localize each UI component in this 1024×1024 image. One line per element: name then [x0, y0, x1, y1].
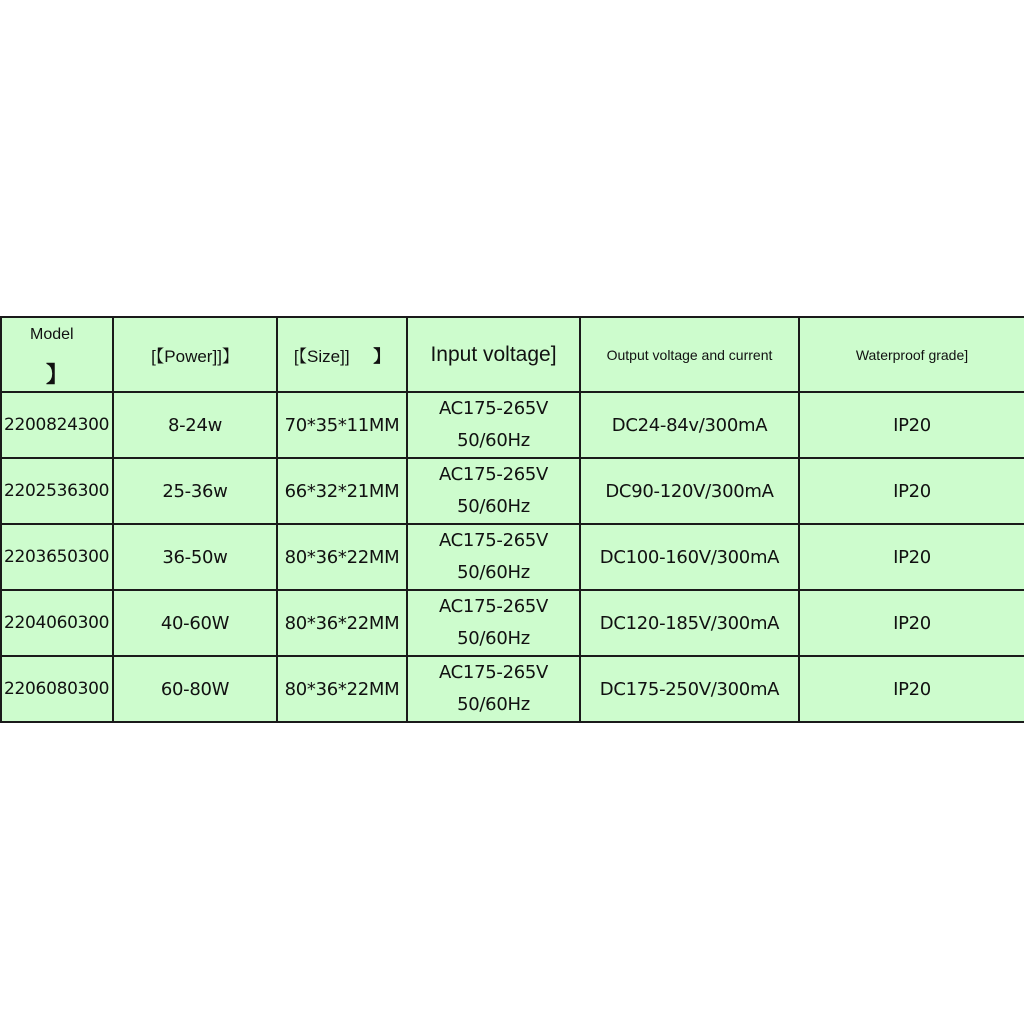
power-cell: 25-36w: [113, 458, 277, 524]
output-cell: DC90-120V/300mA: [580, 458, 799, 524]
header-model: [1, 317, 113, 392]
input-voltage-hz: 50/60Hz: [457, 562, 530, 583]
header-output: Output voltage and current: [580, 317, 799, 392]
waterproof-cell: IP20: [799, 392, 1024, 458]
size-cell: 80*36*22MM: [277, 590, 407, 656]
table-row: [1, 458, 1024, 524]
model-cell: 2203650300: [1, 524, 113, 590]
waterproof-cell: IP20: [799, 458, 1024, 524]
model-cell: 2204060300: [1, 590, 113, 656]
model-cell: 2200824300: [1, 392, 113, 458]
header-model-label: Model: [30, 326, 74, 343]
header-power: [【Power]]】: [113, 317, 277, 392]
header-size-label: [【Size]]: [293, 347, 350, 366]
input-voltage-ac: AC175-265V: [438, 596, 549, 617]
output-cell: DC120-185V/300mA: [580, 590, 799, 656]
input-voltage-hz: 50/60Hz: [457, 496, 530, 517]
table-row: [1, 590, 1024, 656]
table-row: [1, 656, 1024, 722]
header-size-bracket: 】: [373, 347, 391, 366]
spec-table: [0, 316, 1024, 723]
input-voltage-cell: [407, 458, 580, 524]
waterproof-cell: IP20: [799, 656, 1024, 722]
header-input-voltage: Input voltage]: [407, 317, 580, 392]
input-voltage-cell: [407, 656, 580, 722]
size-cell: 70*35*11MM: [277, 392, 407, 458]
size-cell: 80*36*22MM: [277, 524, 407, 590]
power-cell: 40-60W: [113, 590, 277, 656]
input-voltage-cell: [407, 524, 580, 590]
model-cell: 2206080300: [1, 656, 113, 722]
input-voltage-cell: [407, 590, 580, 656]
model-cell: 2202536300: [1, 458, 113, 524]
header-model-bracket: 】: [46, 362, 69, 387]
header-size: [277, 317, 407, 392]
power-cell: 8-24w: [113, 392, 277, 458]
waterproof-cell: IP20: [799, 524, 1024, 590]
input-voltage-ac: AC175-265V: [438, 662, 549, 683]
input-voltage-hz: 50/60Hz: [457, 628, 530, 649]
output-cell: DC24-84v/300mA: [580, 392, 799, 458]
size-cell: 66*32*21MM: [277, 458, 407, 524]
output-cell: DC175-250V/300mA: [580, 656, 799, 722]
output-cell: DC100-160V/300mA: [580, 524, 799, 590]
power-cell: 60-80W: [113, 656, 277, 722]
header-row: [1, 317, 1024, 392]
table-row: [1, 524, 1024, 590]
size-cell: 80*36*22MM: [277, 656, 407, 722]
input-voltage-hz: 50/60Hz: [457, 430, 530, 451]
header-waterproof: Waterproof grade]: [799, 317, 1024, 392]
input-voltage-cell: [407, 392, 580, 458]
input-voltage-ac: AC175-265V: [438, 398, 549, 419]
input-voltage-ac: AC175-265V: [438, 464, 549, 485]
waterproof-cell: IP20: [799, 590, 1024, 656]
input-voltage-hz: 50/60Hz: [457, 694, 530, 715]
input-voltage-ac: AC175-265V: [438, 530, 549, 551]
table-row: [1, 392, 1024, 458]
power-cell: 36-50w: [113, 524, 277, 590]
